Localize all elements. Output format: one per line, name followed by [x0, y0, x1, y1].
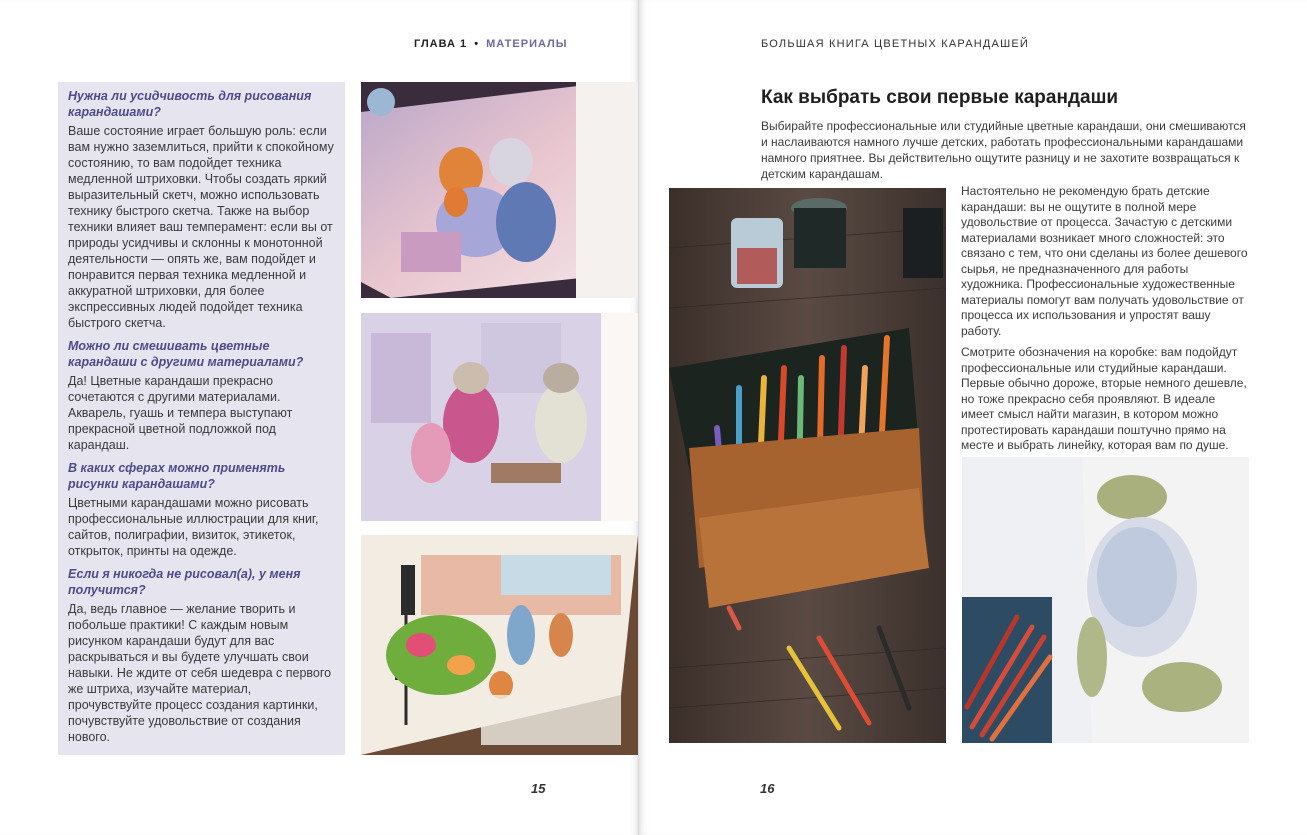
photo-mice-illustration — [361, 313, 638, 521]
photo-fox-illustration — [361, 82, 638, 298]
page-number-left: 15 — [531, 781, 546, 796]
faq-answer: Да, ведь главное — желание творить и побольше практики! С каждым новым рисунком карандаши будут для вас раскрываться и вы будете улучшать свои навыки. Не ждите от себя шедевра с первого же штриха, изучайте материал, прочувствуйте процесс создания картинки, почувствуйте удовольствие от создания нового. — [68, 602, 332, 744]
intro-paragraph: Выбирайте профессиональные или студийные цветные карандаши, они смешиваются и наслаиваются намного лучше детских, работать профессиональными карандашами намного приятнее. Вы действительно ощутите разницу и не захотите возвращаться к детским карандашам. — [761, 119, 1246, 181]
faq-question: В каких сферах можно применять рисунки карандашами? — [68, 461, 286, 491]
faq-question: Можно ли смешивать цветные карандаши с другими материалами? — [68, 339, 304, 369]
page-number-right: 16 — [760, 781, 775, 796]
photo-street-illustration — [361, 535, 638, 755]
photo-pencil-case — [669, 188, 946, 743]
bullet-separator: • — [474, 38, 480, 50]
body-paragraph: Настоятельно не рекомендую брать детские карандаши: вы не ощутите в полной мере удовольствие от процесса. Зачастую с детскими материалами возникает много сложностей: это связано с тем, что они сделаны из более дешевого сырья, не предназначенного для работы художника. Профессиональные художественные материалы помогут вам получать удовольствие от процесса их использования и упростят вашу работу. — [961, 184, 1248, 338]
running-head-left — [414, 38, 568, 50]
body-text — [961, 184, 1251, 460]
faq-answer: Да! Цветные карандаши прекрасно сочетаются с другими материалами. Акварель, гуашь и темпера выступают прекрасной цветной подложкой под карандаш. — [68, 374, 293, 452]
faq-question: Нужна ли усидчивость для рисования карандашами? — [68, 89, 312, 119]
section-label: МАТЕРИАЛЫ — [486, 38, 568, 50]
faq-answer: Цветными карандашами можно рисовать профессиональные иллюстрации для книг, сайтов, полиграфии, визиток, этикеток, открыток, принты на одежде. — [68, 496, 319, 558]
faq-sidebar — [58, 82, 345, 755]
photo-frog-illustration — [962, 457, 1249, 743]
page-title: Как выбрать свои первые карандаши — [761, 87, 1119, 108]
running-head-right: БОЛЬШАЯ КНИГА ЦВЕТНЫХ КАРАНДАШЕЙ — [761, 38, 1029, 50]
faq-question: Если я никогда не рисовал(а), у меня получится? — [68, 567, 301, 597]
body-paragraph: Смотрите обозначения на коробке: вам подойдут профессиональные или студийные карандаши. Первые обычно дороже, вторые немного дешевле, но тоже прекрасно себя проявляют. В идеале имеет смысл найти магазин, в котором можно протестировать карандаши поштучно прямо на месте и выбрать линейку, которая вам по душе. — [961, 345, 1247, 452]
faq-answer: Ваше состояние играет большую роль: если вам нужно заземлиться, прийти к спокойному состоянию, то вам подойдет техника медленной штриховки. Чтобы создать яркий выразительный скетч, можно использовать технику быстрого скетча. Также на выбор техники влияет ваш темперамент: если вы от природы усидчивы и склонны к монотонной деятельности — опять же, вам подойдет и понравится первая техника медленной и аккуратной штриховки, для более экспрессивных людей подойдет техника быстрого скетча. — [68, 124, 334, 330]
chapter-label: ГЛАВА 1 — [414, 38, 468, 50]
